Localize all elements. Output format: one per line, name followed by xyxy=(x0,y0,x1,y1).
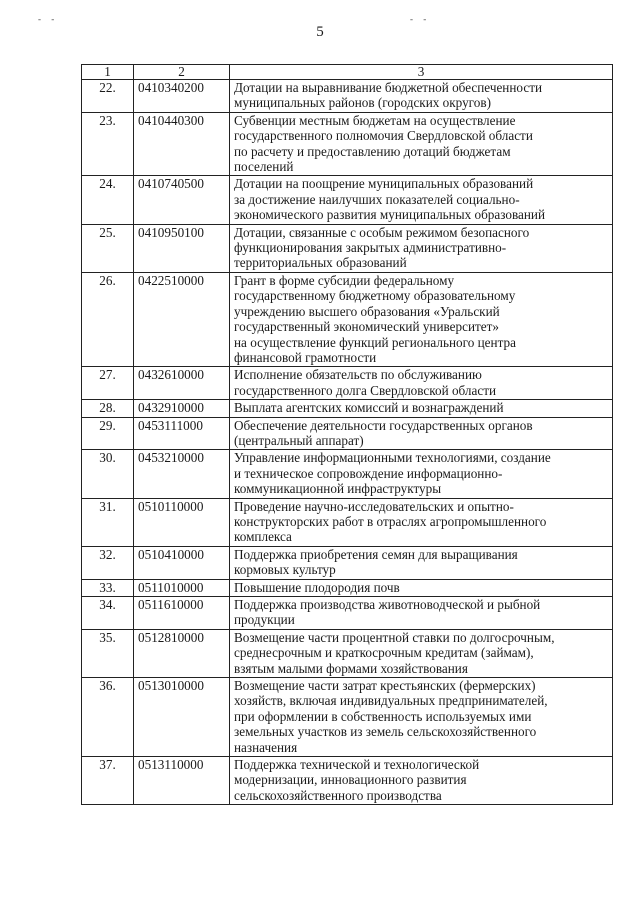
row-code: 0410440300 xyxy=(134,112,230,176)
row-number: 33. xyxy=(82,579,134,596)
row-code: 0511610000 xyxy=(134,597,230,630)
row-description: Дотации на поощрение муниципальных образований за достижение наилучших показателей социально- экономического развития муниципальных образований xyxy=(230,176,613,224)
table-row xyxy=(82,597,613,630)
table-row xyxy=(82,546,613,579)
row-number: 27. xyxy=(82,367,134,400)
table-row xyxy=(82,224,613,272)
header-col-2: 2 xyxy=(134,65,230,80)
page-number: 5 xyxy=(316,24,324,40)
row-description: Грант в форме субсидии федеральному государственному бюджетному образовательному учреждению высшего образования «Уральский государственный экономический университет» на осуществление функций регионального центра финансовой грамотности xyxy=(230,272,613,366)
row-code: 0410950100 xyxy=(134,224,230,272)
row-code: 0513010000 xyxy=(134,678,230,757)
row-number: 36. xyxy=(82,678,134,757)
row-number: 35. xyxy=(82,629,134,677)
row-description: Исполнение обязательств по обслуживанию государственного долга Свердловской области xyxy=(230,367,613,400)
row-number: 26. xyxy=(82,272,134,366)
row-code: 0511010000 xyxy=(134,579,230,596)
table-header-row xyxy=(82,65,613,80)
row-code: 0432910000 xyxy=(134,400,230,417)
scan-mark-right: - - xyxy=(410,14,431,24)
row-code: 0410740500 xyxy=(134,176,230,224)
row-code: 0453111000 xyxy=(134,417,230,450)
row-number: 24. xyxy=(82,176,134,224)
row-description: Проведение научно-исследовательских и опытно- конструкторских работ в отраслях агропромышленного комплекса xyxy=(230,498,613,546)
row-number: 31. xyxy=(82,498,134,546)
table-row xyxy=(82,629,613,677)
table-row xyxy=(82,400,613,417)
row-code: 0512810000 xyxy=(134,629,230,677)
row-code: 0513110000 xyxy=(134,757,230,805)
row-description: Повышение плодородия почв xyxy=(230,579,613,596)
table-row xyxy=(82,757,613,805)
row-description: Поддержка технической и технологической модернизации, инновационного развития сельскохозяйственного производства xyxy=(230,757,613,805)
scan-mark-left: - - xyxy=(38,14,59,24)
row-code: 0510410000 xyxy=(134,546,230,579)
row-description: Управление информационными технологиями, создание и техническое сопровождение информационно- коммуникационной инфраструктуры xyxy=(230,450,613,498)
budget-codes-table xyxy=(81,64,613,805)
row-number: 37. xyxy=(82,757,134,805)
row-number: 25. xyxy=(82,224,134,272)
table-row xyxy=(82,579,613,596)
row-code: 0510110000 xyxy=(134,498,230,546)
row-number: 34. xyxy=(82,597,134,630)
row-description: Поддержка производства животноводческой и рыбной продукции xyxy=(230,597,613,630)
table-row xyxy=(82,417,613,450)
row-description: Поддержка приобретения семян для выращивания кормовых культур xyxy=(230,546,613,579)
row-number: 32. xyxy=(82,546,134,579)
row-number: 30. xyxy=(82,450,134,498)
row-description: Дотации на выравнивание бюджетной обеспеченности муниципальных районов (городских округов) xyxy=(230,80,613,113)
row-number: 29. xyxy=(82,417,134,450)
row-code: 0432610000 xyxy=(134,367,230,400)
header-col-3: 3 xyxy=(230,65,613,80)
table-row xyxy=(82,176,613,224)
table-row xyxy=(82,498,613,546)
row-number: 22. xyxy=(82,80,134,113)
row-description: Дотации, связанные с особым режимом безопасного функционирования закрытых административно- территориальных образований xyxy=(230,224,613,272)
row-description: Выплата агентских комиссий и вознаграждений xyxy=(230,400,613,417)
table-row xyxy=(82,80,613,113)
table-row xyxy=(82,112,613,176)
row-code: 0410340200 xyxy=(134,80,230,113)
row-number: 23. xyxy=(82,112,134,176)
table-row xyxy=(82,450,613,498)
table-row xyxy=(82,367,613,400)
row-description: Возмещение части затрат крестьянских (фермерских) хозяйств, включая индивидуальных предпринимателей, при оформлении в собственность используемых ими земельных участков из земель сельскохозяйственного назначения xyxy=(230,678,613,757)
row-description: Возмещение части процентной ставки по долгосрочным, среднесрочным и краткосрочным кредитам (займам), взятым малыми формами хозяйствования xyxy=(230,629,613,677)
row-description: Субвенции местным бюджетам на осуществление государственного полномочия Свердловской области по расчету и предоставлению дотаций бюджетам поселений xyxy=(230,112,613,176)
row-description: Обеспечение деятельности государственных органов (центральный аппарат) xyxy=(230,417,613,450)
row-code: 0453210000 xyxy=(134,450,230,498)
table-row xyxy=(82,678,613,757)
row-number: 28. xyxy=(82,400,134,417)
table-row xyxy=(82,272,613,366)
header-col-1: 1 xyxy=(82,65,134,80)
row-code: 0422510000 xyxy=(134,272,230,366)
